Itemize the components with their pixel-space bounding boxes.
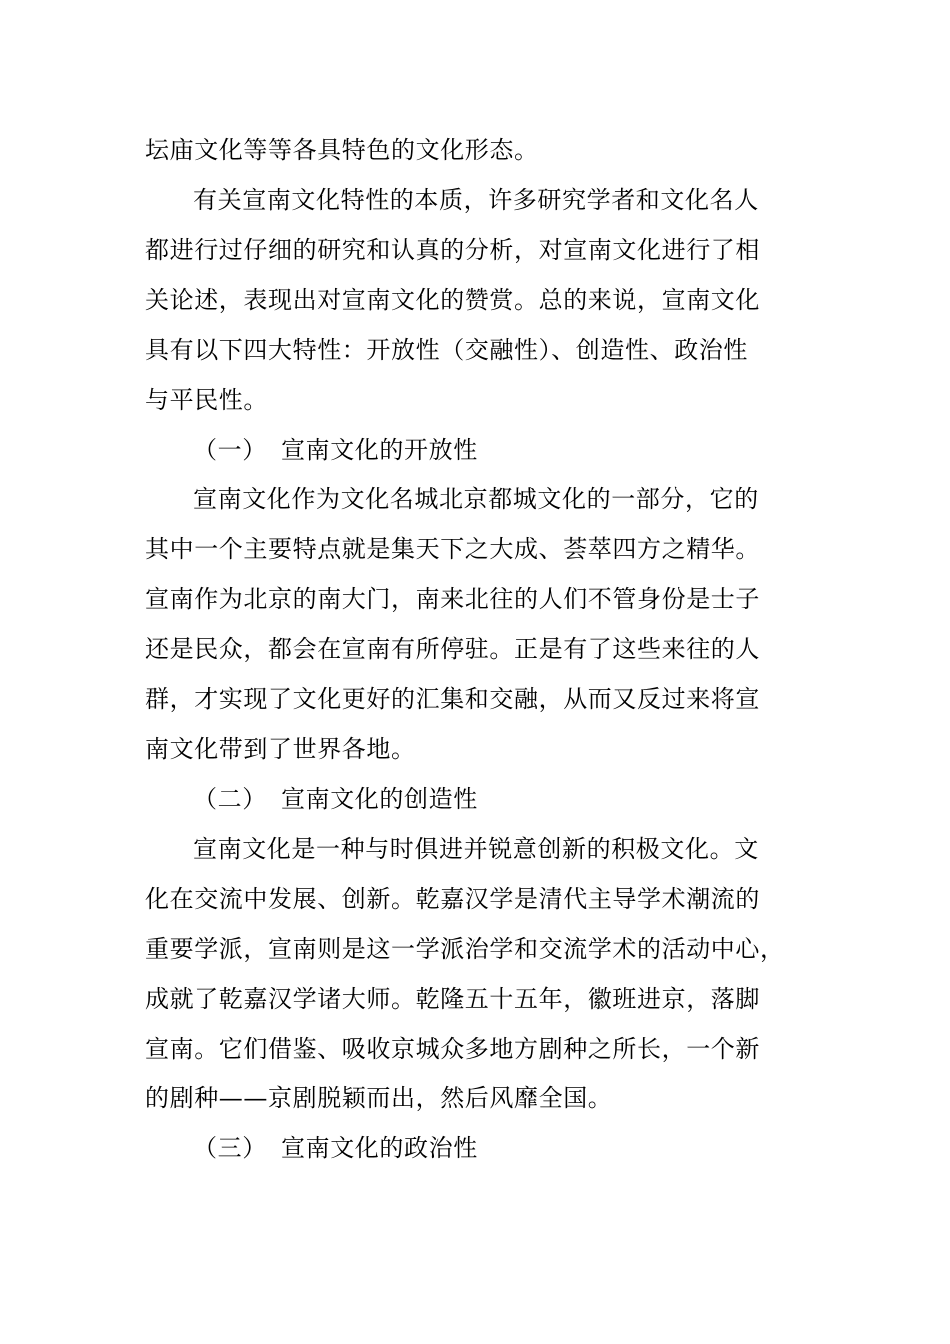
text-line: 群，才实现了文化更好的汇集和交融，从而又反过来将宣 [145,685,760,713]
section-heading-2 [193,782,795,816]
section-number: （二） [193,785,267,813]
section-number: （一） [193,436,267,464]
section-title: 宣南文化的开放性 [281,436,478,464]
section-title: 宣南文化的创造性 [281,785,478,813]
text-line: 关论述，表现出对宣南文化的赞赏。总的来说，宣南文化 [145,286,760,314]
text-line: 还是民众，都会在宣南有所停驻。正是有了这些来往的人 [145,635,760,663]
section-heading-1 [193,433,795,467]
text-line: 重要学派，宣南则是这一学派治学和交流学术的活动中心， [145,935,785,963]
text-line: 具有以下四大特性：开放性（交融性）、创造性、政治性 [145,336,748,364]
section-number: （三） [193,1134,267,1162]
paragraph-first-line: 宣南文化是一种与时俱进并锐意创新的积极文化。文 [193,835,759,863]
text-line: 化在交流中发展、创新。乾嘉汉学是清代主导学术潮流的 [145,885,760,913]
text-line: 与平民性。 [145,386,268,414]
text-line: 的剧种——京剧脱颖而出，然后风靡全国。 [145,1084,613,1112]
section-title: 宣南文化的政治性 [281,1134,478,1162]
text-line: 宣南。它们借鉴、吸收京城众多地方剧种之所长，一个新 [145,1035,760,1063]
text-line: 南文化带到了世界各地。 [145,735,416,763]
text-line: 其中一个主要特点就是集天下之大成、荟萃四方之精华。 [145,535,760,563]
text-line: 坛庙文化等等各具特色的文化形态。 [145,136,539,164]
paragraph-first-line: 有关宣南文化特性的本质，许多研究学者和文化名人 [193,186,759,214]
text-line: 宣南作为北京的南大门，南来北往的人们不管身份是士子 [145,585,760,613]
paragraph-first-line: 宣南文化作为文化名城北京都城文化的一部分，它的 [193,485,759,513]
text-line: 都进行过仔细的研究和认真的分析，对宣南文化进行了相 [145,236,760,264]
text-line: 成就了乾嘉汉学诸大师。乾隆五十五年，徽班进京，落脚 [145,985,760,1013]
section-heading-3 [193,1131,795,1165]
